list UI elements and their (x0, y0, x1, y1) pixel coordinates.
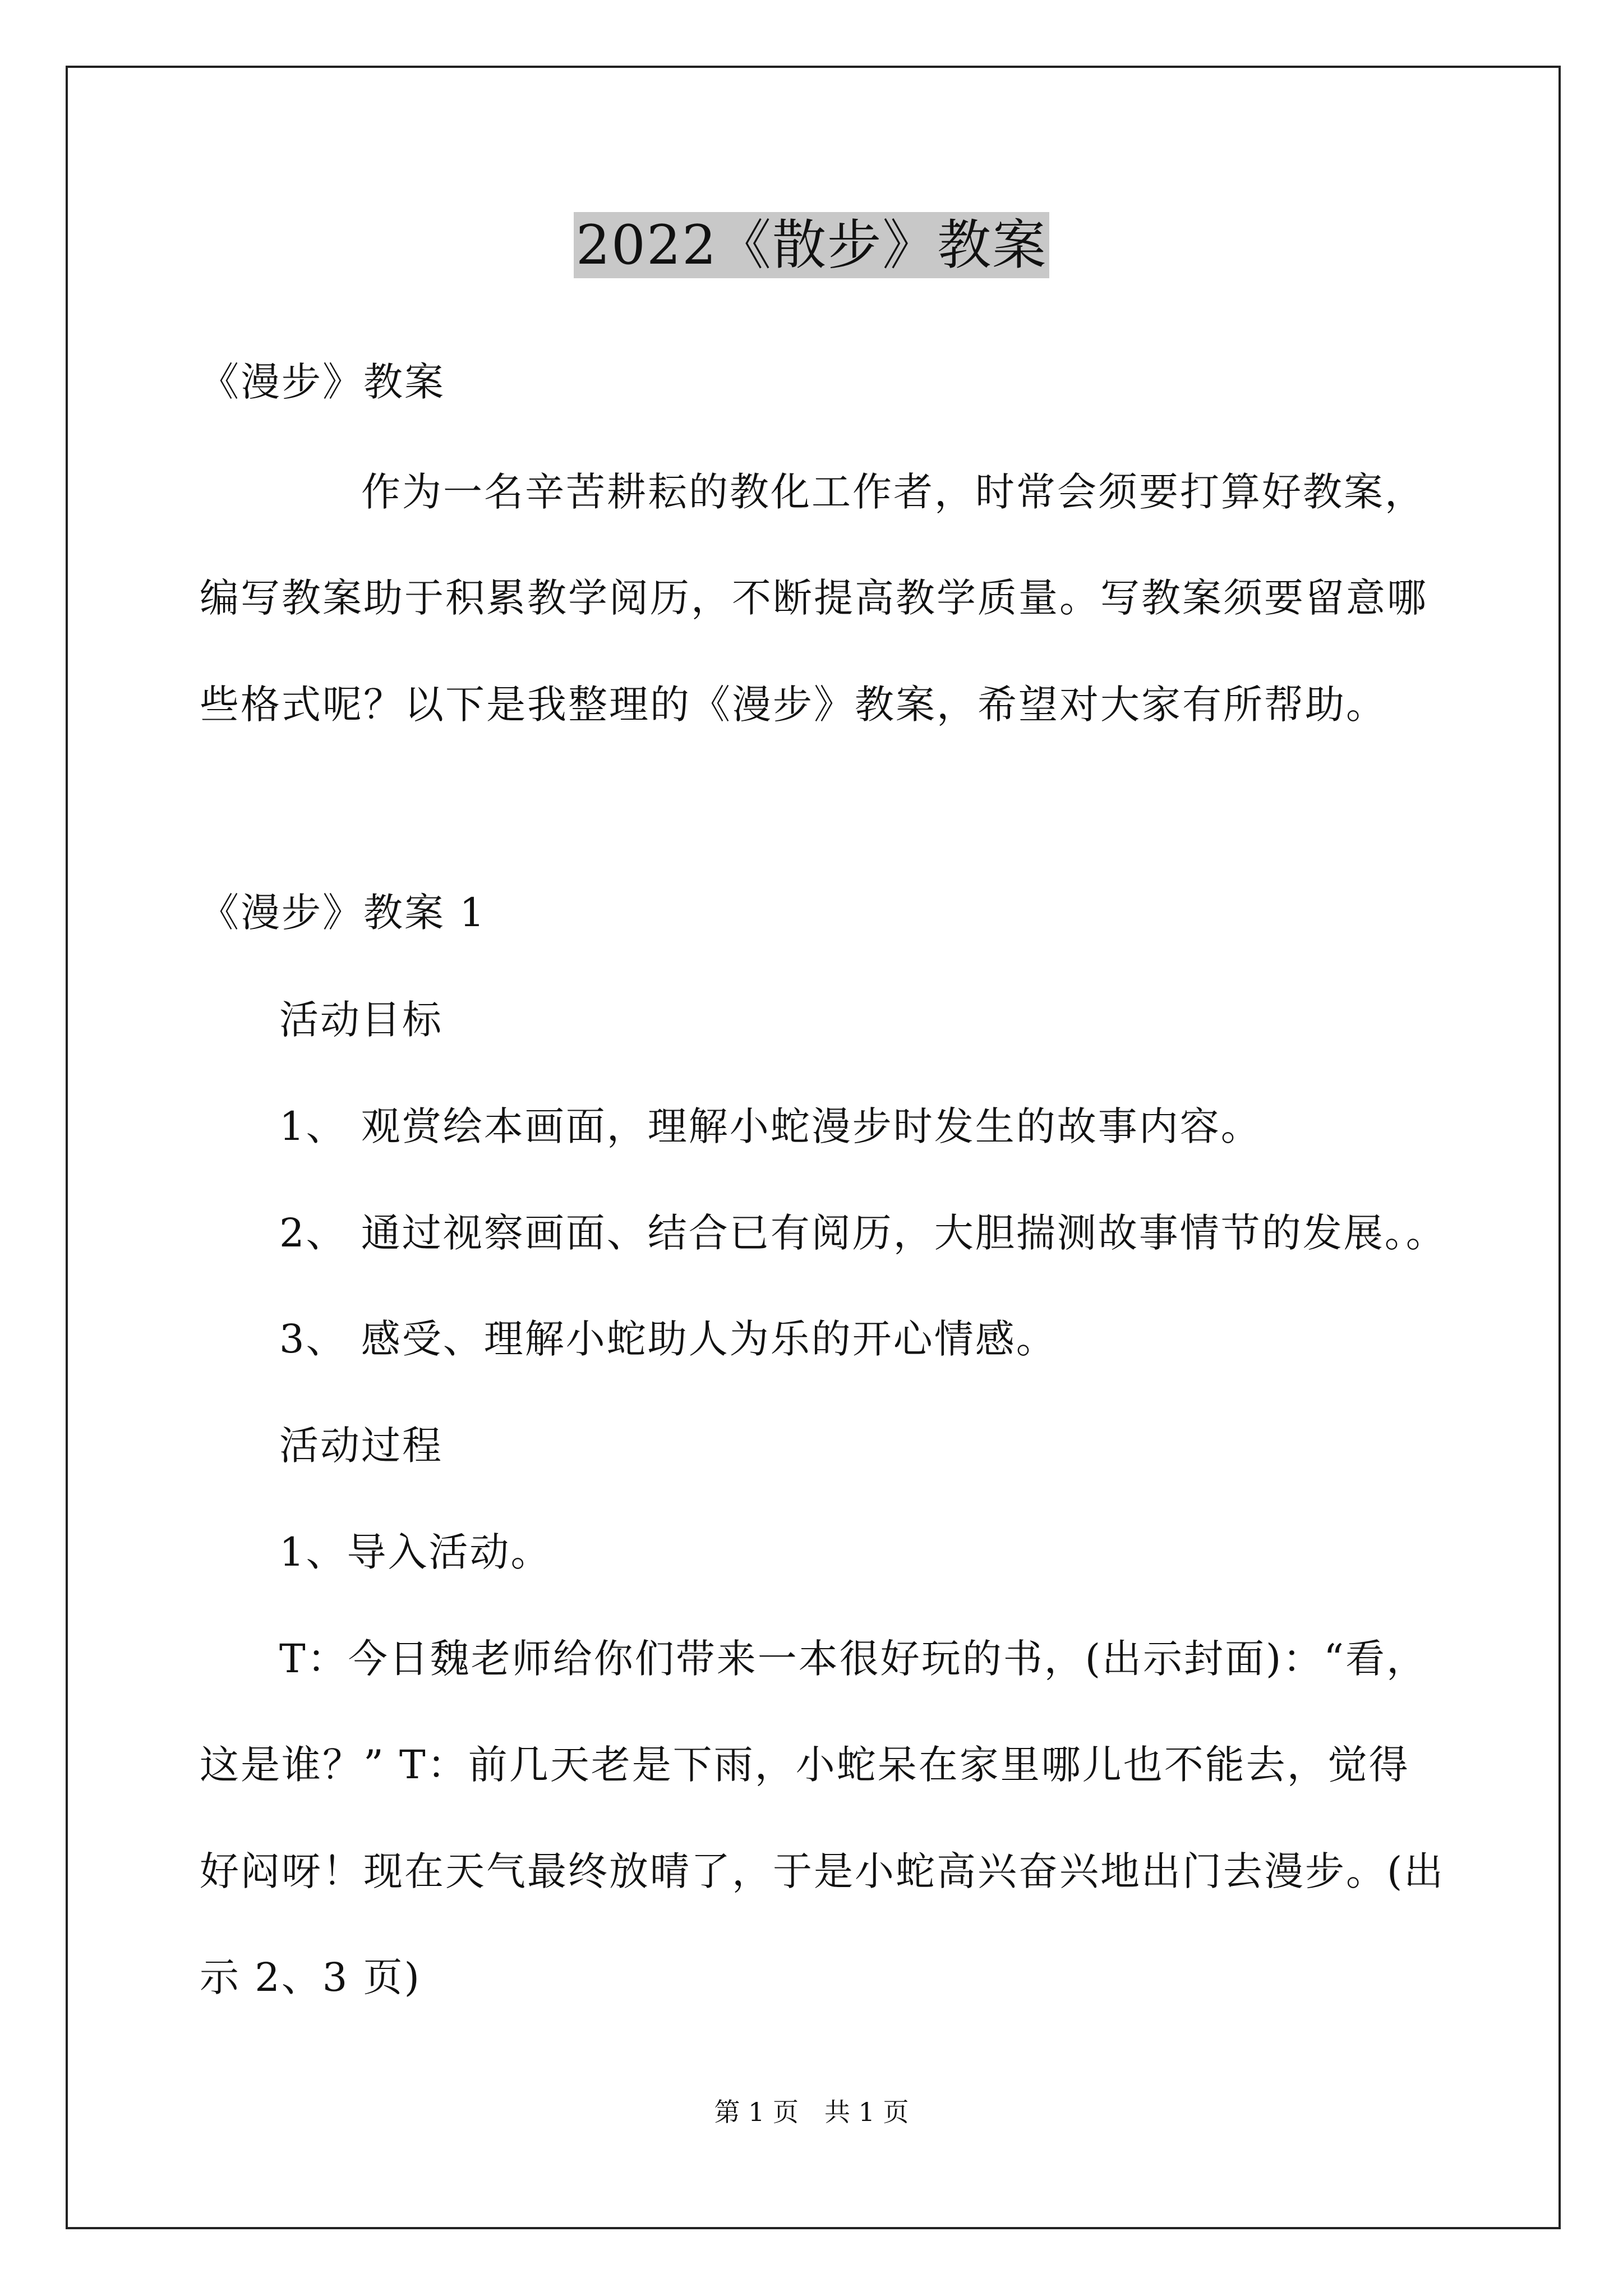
paragraph-line: T：今日魏老师给你们带来一本很好玩的书，(出示封面)：“看， (279, 1636, 1428, 1682)
title-container (0, 212, 1623, 278)
paragraph-line: 示 2、3 页) (200, 1954, 421, 2000)
list-item: 3、 感受、理解小蛇助人为乐的开心情感。 (279, 1316, 1057, 1362)
paragraph-line: 作为一名辛苦耕耘的教化工作者，时常会须要打算好教案， (361, 469, 1426, 515)
list-item: 1、 观赏绘本画面，理解小蛇漫步时发生的故事内容。 (279, 1103, 1262, 1149)
paragraph-line: 好闷呀！现在天气最终放晴了，于是小蛇高兴奋兴地出门去漫步。(出 (200, 1848, 1445, 1894)
list-item: 2、 通过视察画面、结合已有阅历，大胆揣测故事情节的发展。。 (279, 1210, 1447, 1256)
paragraph-line: 编写教案助于积累教学阅历，不断提高教学质量。写教案须要留意哪 (200, 575, 1428, 621)
document-title: 2022《散步》教案 (574, 212, 1049, 278)
page-footer: 第 1 页 共 1 页 (714, 2097, 909, 2127)
section-heading: 《漫步》教案 1 (200, 890, 486, 936)
step-item: 1、导入活动。 (279, 1529, 552, 1575)
paragraph-line: 些格式呢？以下是我整理的《漫步》教案，希望对大家有所帮助。 (200, 682, 1387, 728)
section-heading: 《漫步》教案 (200, 359, 445, 405)
subheading: 活动目标 (279, 997, 443, 1043)
subheading: 活动过程 (279, 1423, 443, 1469)
paragraph-line: 这是谁？” T：前几天老是下雨，小蛇呆在家里哪儿也不能去，觉得 (200, 1742, 1410, 1788)
